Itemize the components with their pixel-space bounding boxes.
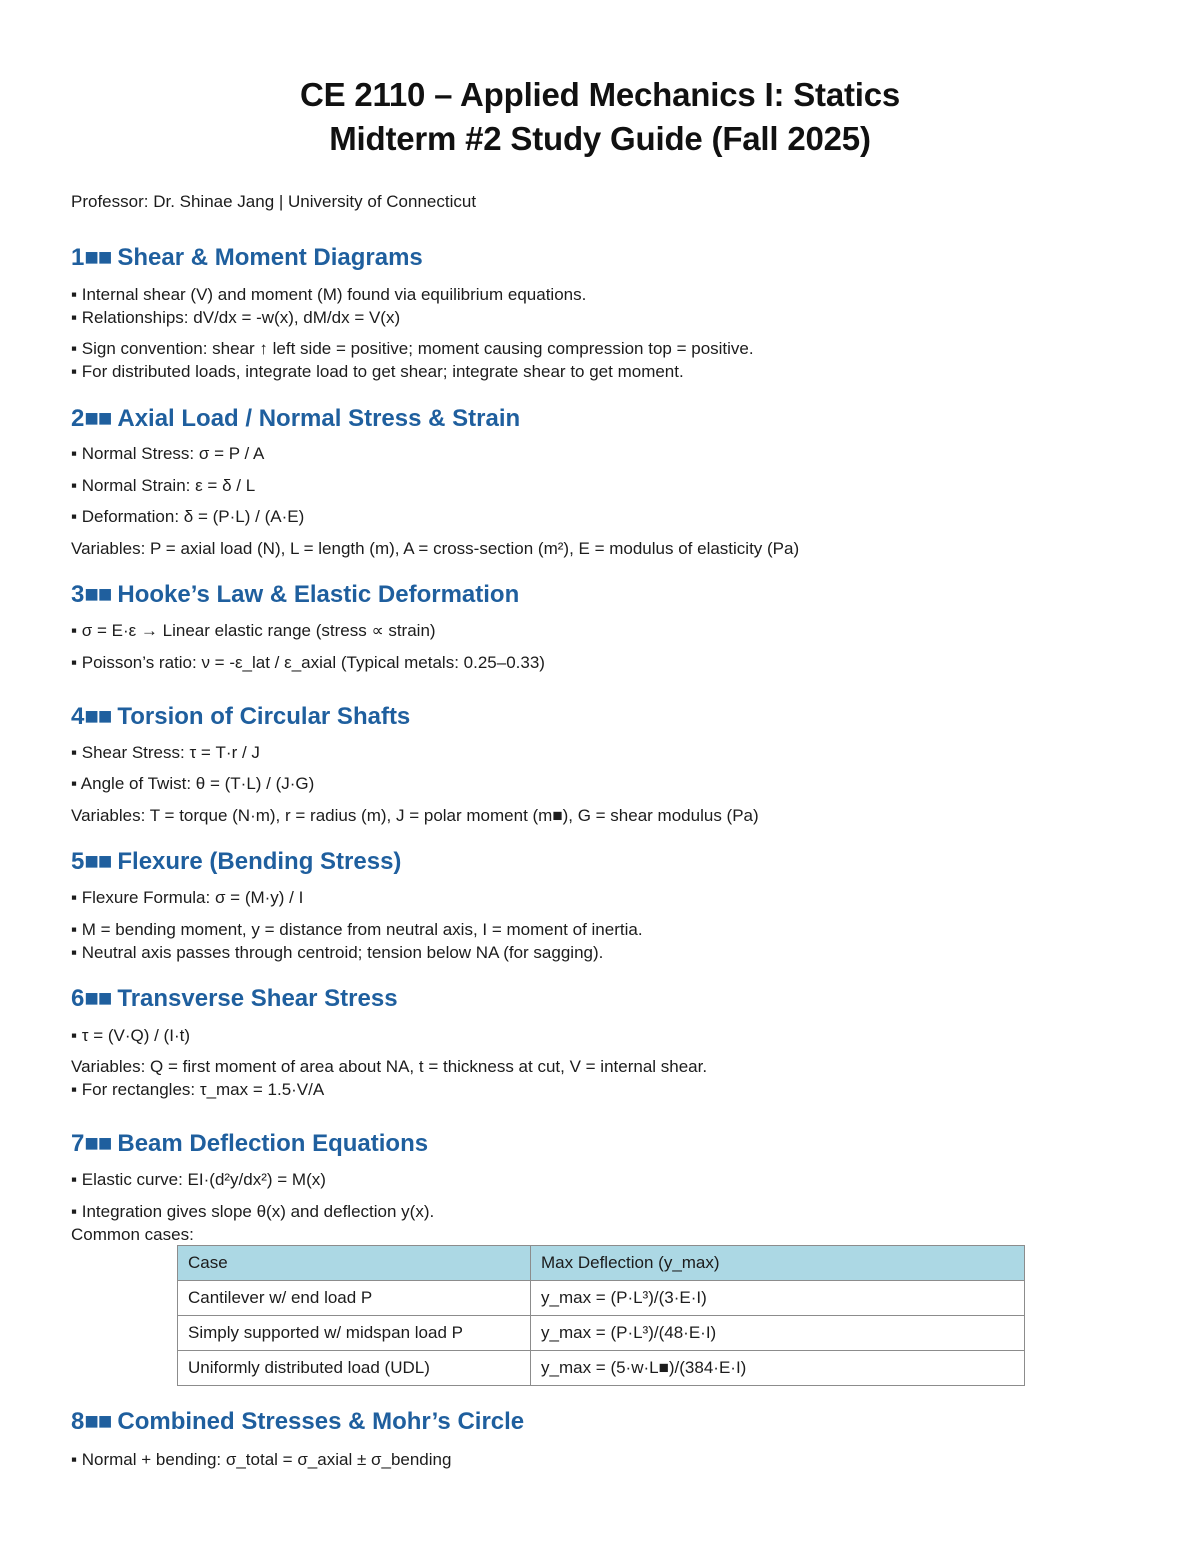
section-5-heading (71, 847, 401, 877)
section-6-heading (71, 984, 398, 1014)
section-number: 7 (71, 1130, 85, 1157)
section-7-line-2: ▪ Integration gives slope θ(x) and deflection y(x). (71, 1202, 435, 1221)
section-4-line-1: ▪ Shear Stress: τ = T·r / J (71, 743, 260, 762)
section-1-line-4: ▪ For distributed loads, integrate load to get shear; integrate shear to get moment. (71, 362, 684, 381)
table-header-cell: Case (178, 1246, 531, 1281)
section-1-heading (71, 243, 423, 273)
section-title: Combined Stresses & Mohr’s Circle (117, 1408, 525, 1435)
section-number: 8 (71, 1408, 85, 1435)
document-title-line2: Midterm #2 Study Guide (Fall 2025) (329, 120, 871, 157)
section-marker: ■■ (84, 581, 112, 608)
section-marker: ■■ (84, 1130, 112, 1157)
section-title: Beam Deflection Equations (117, 1130, 429, 1157)
section-6-line-2: Variables: Q = first moment of area about NA, t = thickness at cut, V = internal shear. (71, 1057, 708, 1076)
section-number: 6 (71, 985, 85, 1012)
table-cell: Simply supported w/ midspan load P (178, 1316, 531, 1351)
section-title: Torsion of Circular Shafts (117, 703, 411, 730)
professor-line: Professor: Dr. Shinae Jang | University of Connecticut (71, 192, 477, 211)
section-number: 1 (71, 244, 85, 271)
section-8-heading (71, 1407, 524, 1437)
table-cell: y_max = (5·w·L■)/(384·E·I) (531, 1351, 1025, 1386)
section-5-line-1: ▪ Flexure Formula: σ = (M·y) / I (71, 888, 304, 907)
section-title: Shear & Moment Diagrams (117, 244, 423, 271)
table-row (178, 1281, 1025, 1316)
section-2-line-1: ▪ Normal Stress: σ = P / A (71, 444, 265, 463)
section-4-line-3: Variables: T = torque (N·m), r = radius (m), J = polar moment (m■), G = shear modulus (Pa) (71, 806, 759, 825)
section-1-line-3: ▪ Sign convention: shear ↑ left side = positive; moment causing compression top = positive. (71, 339, 754, 358)
section-5-line-3: ▪ Neutral axis passes through centroid; tension below NA (for sagging). (71, 943, 604, 962)
section-title: Flexure (Bending Stress) (117, 848, 402, 875)
section-2-line-3: ▪ Deformation: δ = (P·L) / (A·E) (71, 507, 305, 526)
section-3-heading (71, 580, 519, 610)
table-header-cell: Max Deflection (y_max) (531, 1246, 1025, 1281)
section-title: Hooke’s Law & Elastic Deformation (117, 581, 520, 608)
section-1-line-1: ▪ Internal shear (V) and moment (M) found via equilibrium equations. (71, 285, 587, 304)
section-marker: ■■ (84, 848, 112, 875)
section-1-line-2: ▪ Relationships: dV/dx = -w(x), dM/dx = V(x) (71, 308, 401, 327)
section-number: 2 (71, 405, 85, 432)
table-cell: Cantilever w/ end load P (178, 1281, 531, 1316)
section-8-line-1: ▪ Normal + bending: σ_total = σ_axial ± σ_bending (71, 1450, 452, 1469)
table-row (178, 1316, 1025, 1351)
section-marker: ■■ (84, 244, 112, 271)
section-3-line-2: ▪ Poisson’s ratio: ν = -ε_lat / ε_axial (Typical metals: 0.25–0.33) (71, 653, 545, 672)
section-7-line-3: Common cases: (71, 1225, 194, 1244)
table-cell: Uniformly distributed load (UDL) (178, 1351, 531, 1386)
table-cell: y_max = (P·L³)/(3·E·I) (531, 1281, 1025, 1316)
section-number: 4 (71, 703, 85, 730)
section-number: 5 (71, 848, 85, 875)
section-2-line-4: Variables: P = axial load (N), L = length (m), A = cross-section (m²), E = modulus of elasticity (Pa) (71, 539, 800, 558)
section-4-heading (71, 702, 410, 732)
section-5-line-2: ▪ M = bending moment, y = distance from neutral axis, I = moment of inertia. (71, 920, 643, 939)
section-number: 3 (71, 581, 85, 608)
document-title-line1: CE 2110 – Applied Mechanics I: Statics (299, 76, 901, 113)
section-7-heading (71, 1129, 428, 1159)
section-title: Transverse Shear Stress (117, 985, 398, 1012)
section-marker: ■■ (84, 985, 112, 1012)
section-6-line-1: ▪ τ = (V·Q) / (I·t) (71, 1026, 190, 1045)
section-2-heading (71, 404, 520, 434)
table-row (178, 1351, 1025, 1386)
section-title: Axial Load / Normal Stress & Strain (117, 405, 521, 432)
section-4-line-2: ▪ Angle of Twist: θ = (T·L) / (J·G) (71, 774, 315, 793)
table-header-row (178, 1246, 1025, 1281)
section-3-line-1: ▪ σ = E·ε → Linear elastic range (stress ∝ strain) (71, 621, 436, 640)
section-7-line-1: ▪ Elastic curve: EI·(d²y/dx²) = M(x) (71, 1170, 326, 1189)
section-marker: ■■ (84, 703, 112, 730)
table-cell: y_max = (P·L³)/(48·E·I) (531, 1316, 1025, 1351)
section-2-line-2: ▪ Normal Strain: ε = δ / L (71, 476, 256, 495)
section-marker: ■■ (84, 405, 112, 432)
deflection-cases-table (177, 1245, 1025, 1386)
section-marker: ■■ (84, 1408, 112, 1435)
section-6-line-3: ▪ For rectangles: τ_max = 1.5·V/A (71, 1080, 325, 1099)
